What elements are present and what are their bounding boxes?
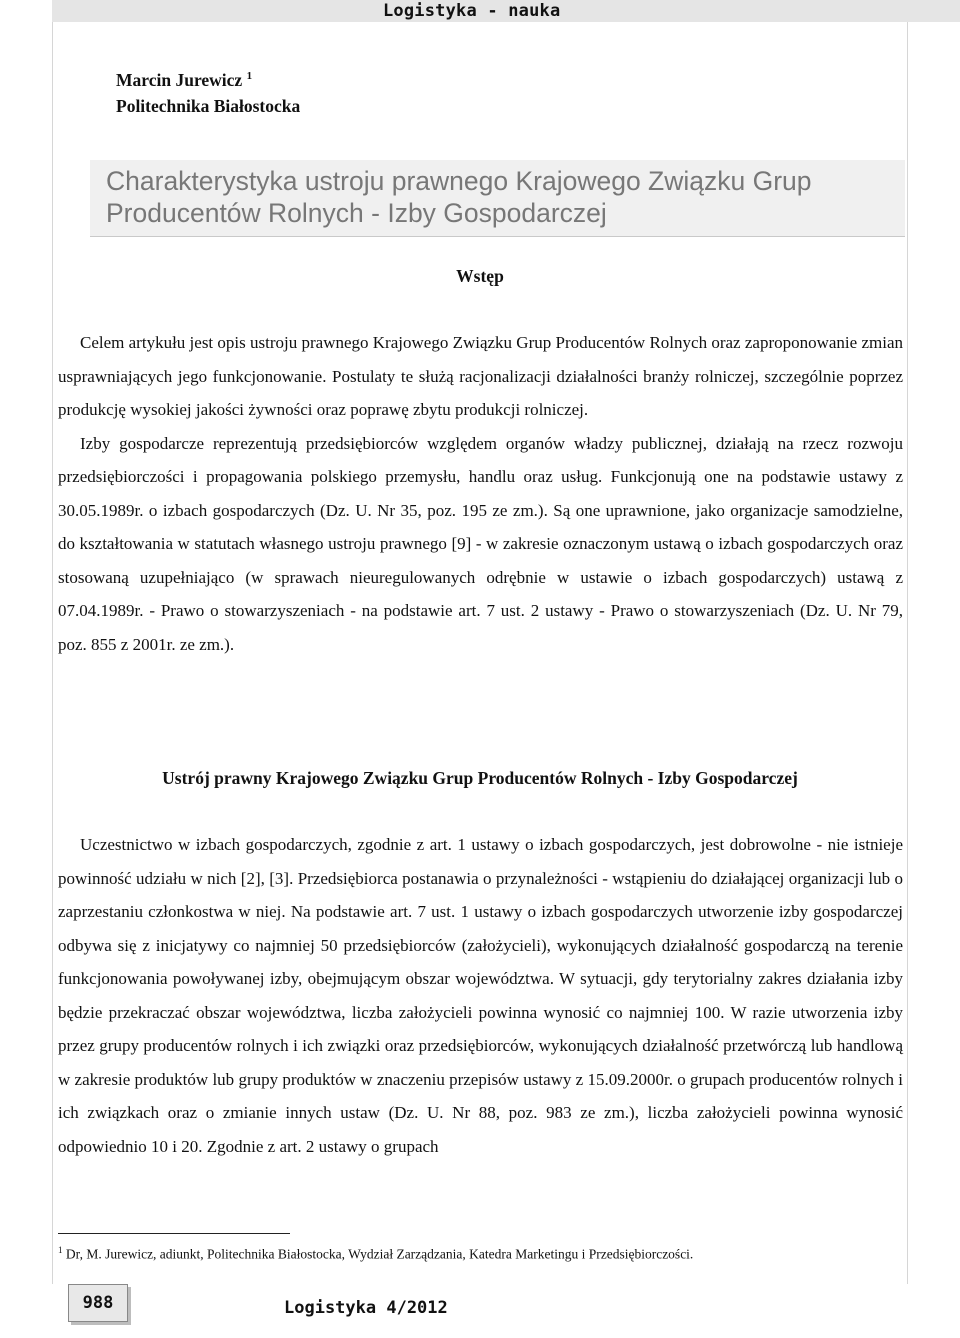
article-title-line-2: Producentów Rolnych - Izby Gospodarczej xyxy=(106,198,607,228)
main-paragraph-1: Uczestnictwo w izbach gospodarczych, zgodnie z art. 1 ustawy o izbach gospodarczych, jest dobrowolne - nie istnieje powinność udziału w nich [2], [3]. Przedsiębiorca postanawia o przynależności - wstąpieniu do działającej organizacji lub o zaprzestaniu członkostwa w niej. Na podstawie art. 7 ust. 1 ustawy o izbach gospodarczych utworzenie izby gospodarczej odbywa się z inicjatywy co najmniej 50 przedsiębiorców (założycieli), wykonujących działalność gospodarczą na terenie funkcjonowania powoływanej izby, obejmującym obszar województwa. W sytuacji, gdy terytorialny zakres działania izby będzie przekraczać obszar województwa, liczba założycieli powinna wynosić co najmniej 100. W razie utworzenia izby przez grupy producentów rolnych i ich związki oraz przedsiębiorców, wykonujących działalność przetwórczą lub handlową w zakresie produktów lub grupy produktów w znaczeniu przepisów ustawy z 15.09.2000r. o grupach producentów rolnych i ich związkach oraz o zmianie innych ustaw (Dz. U. Nr 88, poz. 983 ze zm.), liczba założycieli powinna wynosić odpowiednio 10 i 20. Zgodnie z art. 2 ustawy o grupach xyxy=(58,835,903,1156)
footer-journal-issue: Logistyka 4/2012 xyxy=(284,1298,448,1318)
footnote-number: 1 xyxy=(58,1245,63,1255)
page-number: 988 xyxy=(82,1293,114,1313)
intro-paragraph-1: Celem artykułu jest opis ustroju prawnego Krajowego Związku Grup Producentów Rolnych oraz zaproponowanie zmian usprawniających jego funkcjonowanie. Postulaty te służą racjonalizacji działalności branży rolniczej, szczególnie poprzez produkcję wysokiej jakości żywności oraz poprawę zbytu produkcji rolniczej. xyxy=(58,333,903,419)
intro-body xyxy=(58,326,903,661)
main-heading: Ustrój prawny Krajowego Związku Grup Producentów Rolnych - Izby Gospodarczej xyxy=(162,768,798,788)
article-title xyxy=(106,165,906,229)
page-number-box xyxy=(68,1284,128,1322)
article-title-line-1: Charakterystyka ustroju prawnego Krajowego Związku Grup xyxy=(106,166,812,196)
main-body xyxy=(58,828,903,1163)
author-name: Marcin Jurewicz xyxy=(116,69,243,90)
author-note-ref[interactable]: 1 xyxy=(246,70,253,82)
footnote xyxy=(58,1241,693,1264)
author-block xyxy=(116,63,300,119)
intro-heading: Wstęp xyxy=(456,266,504,286)
author-affiliation: Politechnika Białostocka xyxy=(116,95,301,116)
journal-section-label: Logistyka - nauka xyxy=(383,1,561,21)
intro-paragraph-2: Izby gospodarcze reprezentują przedsiębiorców względem organów władzy publicznej, działają na rzecz rozwoju przedsiębiorczości i propagowania polskiego przemysłu, handlu oraz usług. Funkcjonują one na podstawie ustawy z 30.05.1989r. o izbach gospodarczych (Dz. U. Nr 35, poz. 195 ze zm.). Są one uprawnione, jako organizacje samodzielne, do kształtowania w statutach własnego ustroju prawnego [9] - w zakresie oznaczonym ustawą o izbach gospodarczych oraz stosowaną uzupełniająco (w sprawach nieuregulowanych odrębnie w ustawie o izbach gospodarczych) ustawą z 07.04.1989r. - Prawo o stowarzyszeniach - na podstawie art. 7 ust. 2 ustawy - Prawo o stowarzyszeniach (Dz. U. Nr 79, poz. 855 z 2001r. ze zm.). xyxy=(58,433,903,654)
footnote-text: Dr, M. Jurewicz, adiunkt, Politechnika Białostocka, Wydział Zarządzania, Katedra Marketingu i Przedsiębiorczości. xyxy=(65,1246,694,1262)
footnote-rule xyxy=(58,1233,290,1234)
